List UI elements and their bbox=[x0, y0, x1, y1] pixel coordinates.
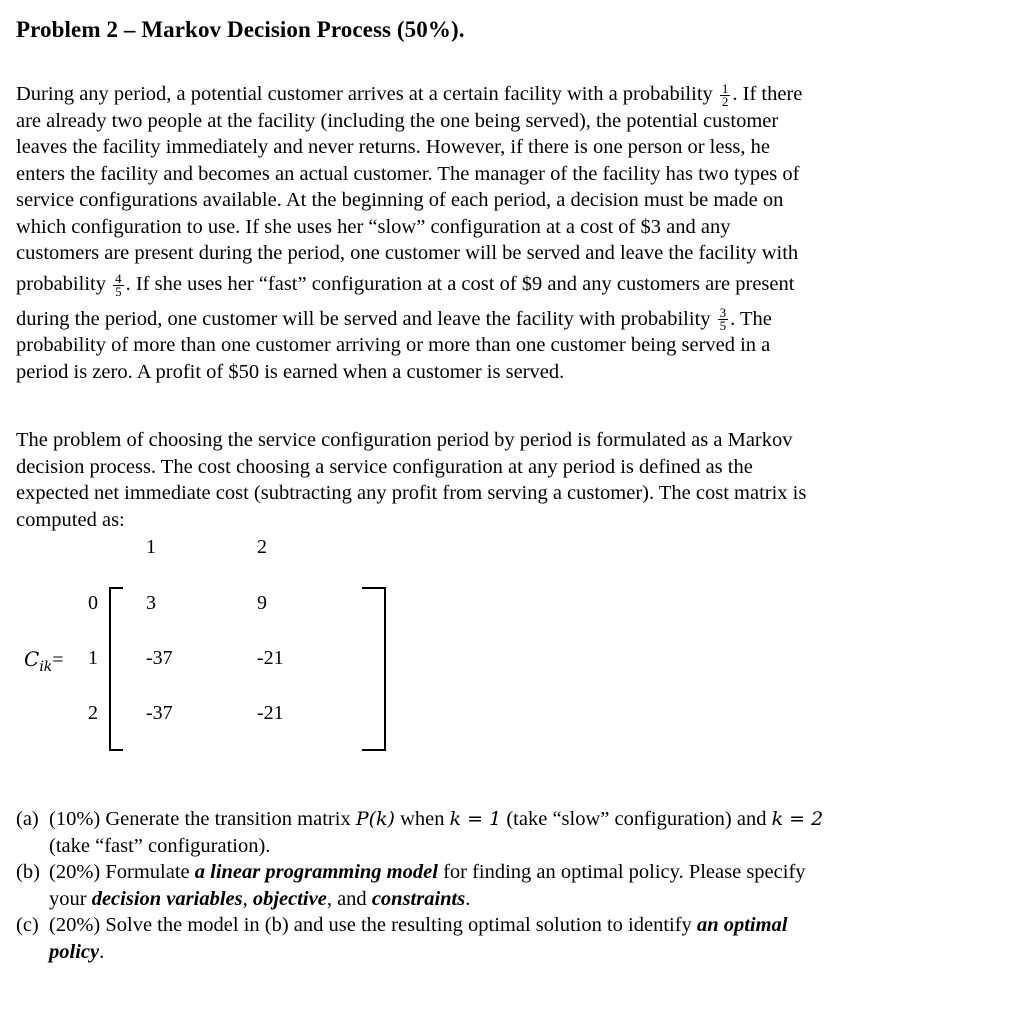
desc-line-7: customers are present during the period, one customer will be served and leave the facility with bbox=[16, 242, 799, 265]
matrix-cell: -37 bbox=[146, 702, 173, 724]
text-span: , and bbox=[326, 887, 372, 910]
matrix-subscript: ik bbox=[39, 659, 53, 675]
emphasis: an optimal bbox=[696, 914, 788, 936]
desc-line-5: service configurations available. At the beginning of each period, a decision must be made on bbox=[16, 189, 784, 212]
emphasis: objective bbox=[252, 887, 327, 910]
text-span: (20%) Solve the model in (b) and use the resulting optimal solution to identify bbox=[49, 914, 697, 936]
question-b bbox=[16, 859, 911, 912]
emphasis: a linear programming model bbox=[194, 861, 438, 883]
matrix-row-header-0: 0 bbox=[88, 592, 98, 614]
question-list bbox=[16, 806, 911, 965]
question-b-line-2 bbox=[49, 886, 911, 913]
formulation-description bbox=[16, 427, 916, 533]
fraction-numerator: 3 bbox=[719, 305, 727, 321]
form-line-1: The problem of choosing the service configuration period by period is formulated as a Markov bbox=[16, 429, 793, 451]
matrix-cell: -37 bbox=[146, 647, 173, 669]
form-line-2: decision process. The cost choosing a service configuration at any period is defined as the bbox=[16, 455, 753, 478]
problem-title: Problem 2 – Markov Decision Process (50%). bbox=[16, 17, 465, 42]
text-span: , bbox=[242, 887, 253, 910]
text-span: . The bbox=[730, 307, 772, 330]
desc-line-9 bbox=[16, 306, 916, 333]
desc-line-10: probability of more than one customer arriving or more than one customer being served in a bbox=[16, 334, 771, 357]
matrix-symbol: C bbox=[24, 647, 40, 671]
desc-line-2: are already two people at the facility (including the one being served), the potential customer bbox=[16, 109, 779, 132]
emphasis: policy bbox=[49, 940, 100, 963]
text-span: your bbox=[49, 887, 92, 910]
question-label: (b) bbox=[16, 861, 40, 883]
text-span: (take “slow” configuration) and bbox=[501, 808, 772, 830]
matrix-row-header-2: 2 bbox=[88, 702, 98, 724]
matrix-row-header-1: 1 bbox=[88, 647, 98, 669]
question-a-line-1 bbox=[49, 806, 911, 833]
matrix-col-header-2: 2 bbox=[257, 536, 267, 558]
question-label: (c) bbox=[16, 914, 39, 936]
desc-line-3: leaves the facility immediately and never returns. However, if there is one person or less, he bbox=[16, 136, 770, 159]
matrix-equals: = bbox=[52, 649, 64, 671]
desc-line-11: period is zero. A profit of $50 is earned when a customer is served. bbox=[16, 360, 565, 383]
fraction-denominator: 5 bbox=[115, 283, 122, 299]
form-line-3: expected net immediate cost (subtracting any profit from serving a customer). The cost matrix is bbox=[16, 482, 807, 504]
fraction-numerator: 4 bbox=[115, 270, 122, 286]
fraction-numerator: 1 bbox=[721, 80, 729, 96]
desc-line-8 bbox=[16, 271, 916, 298]
text-span: During any period, a potential customer arrives at a certain facility with a probability bbox=[16, 83, 713, 105]
question-a-line-2: (take “fast” configuration). bbox=[49, 834, 271, 857]
math-k1: k = 1 bbox=[449, 808, 502, 830]
matrix-col-header-1: 1 bbox=[146, 536, 156, 558]
matrix-cell: 9 bbox=[257, 592, 267, 614]
matrix-left-bracket bbox=[109, 587, 123, 751]
question-c-line-2 bbox=[49, 939, 911, 966]
question-b-line-1 bbox=[49, 859, 911, 886]
emphasis: decision variables bbox=[91, 887, 243, 910]
emphasis: constraints bbox=[371, 887, 466, 910]
text-span: when bbox=[394, 808, 450, 830]
text-span: probability bbox=[16, 272, 106, 295]
form-line-4: computed as: bbox=[16, 508, 125, 531]
question-label: (a) bbox=[16, 808, 39, 830]
matrix-cell: -21 bbox=[257, 702, 284, 724]
question-a bbox=[16, 806, 911, 859]
text-span: . bbox=[465, 887, 471, 910]
math-k2: k = 2 bbox=[771, 808, 824, 830]
math-pk: P(k) bbox=[355, 808, 395, 830]
question-c bbox=[16, 912, 911, 965]
matrix-right-bracket bbox=[362, 587, 386, 751]
text-span: (20%) Formulate bbox=[49, 861, 195, 883]
text-span: for finding an optimal policy. Please specify bbox=[437, 861, 806, 883]
question-c-line-1 bbox=[49, 912, 911, 939]
text-span: (10%) Generate the transition matrix bbox=[49, 808, 356, 830]
fraction-denominator: 2 bbox=[721, 93, 729, 109]
text-span: . If there bbox=[732, 83, 803, 105]
text-span: . If she uses her “fast” configuration at a cost of $9 and any customers are present bbox=[125, 272, 795, 295]
matrix-cell: 3 bbox=[146, 592, 156, 614]
fraction-one-half bbox=[720, 80, 731, 109]
matrix-label bbox=[24, 647, 64, 675]
fraction-denominator: 5 bbox=[719, 318, 727, 334]
fraction-three-fifths bbox=[718, 307, 729, 332]
text-span: during the period, one customer will be served and leave the facility with probability bbox=[16, 307, 711, 330]
text-span: . bbox=[99, 940, 105, 963]
fraction-four-fifths bbox=[113, 270, 124, 299]
desc-line-6: which configuration to use. If she uses her “slow” configuration at a cost of $3 and any bbox=[16, 215, 731, 238]
desc-line-4: enters the facility and becomes an actual customer. The manager of the facility has two types of bbox=[16, 162, 800, 185]
matrix-cell: -21 bbox=[257, 647, 284, 669]
problem-description bbox=[16, 81, 916, 385]
desc-line-1 bbox=[16, 81, 916, 108]
